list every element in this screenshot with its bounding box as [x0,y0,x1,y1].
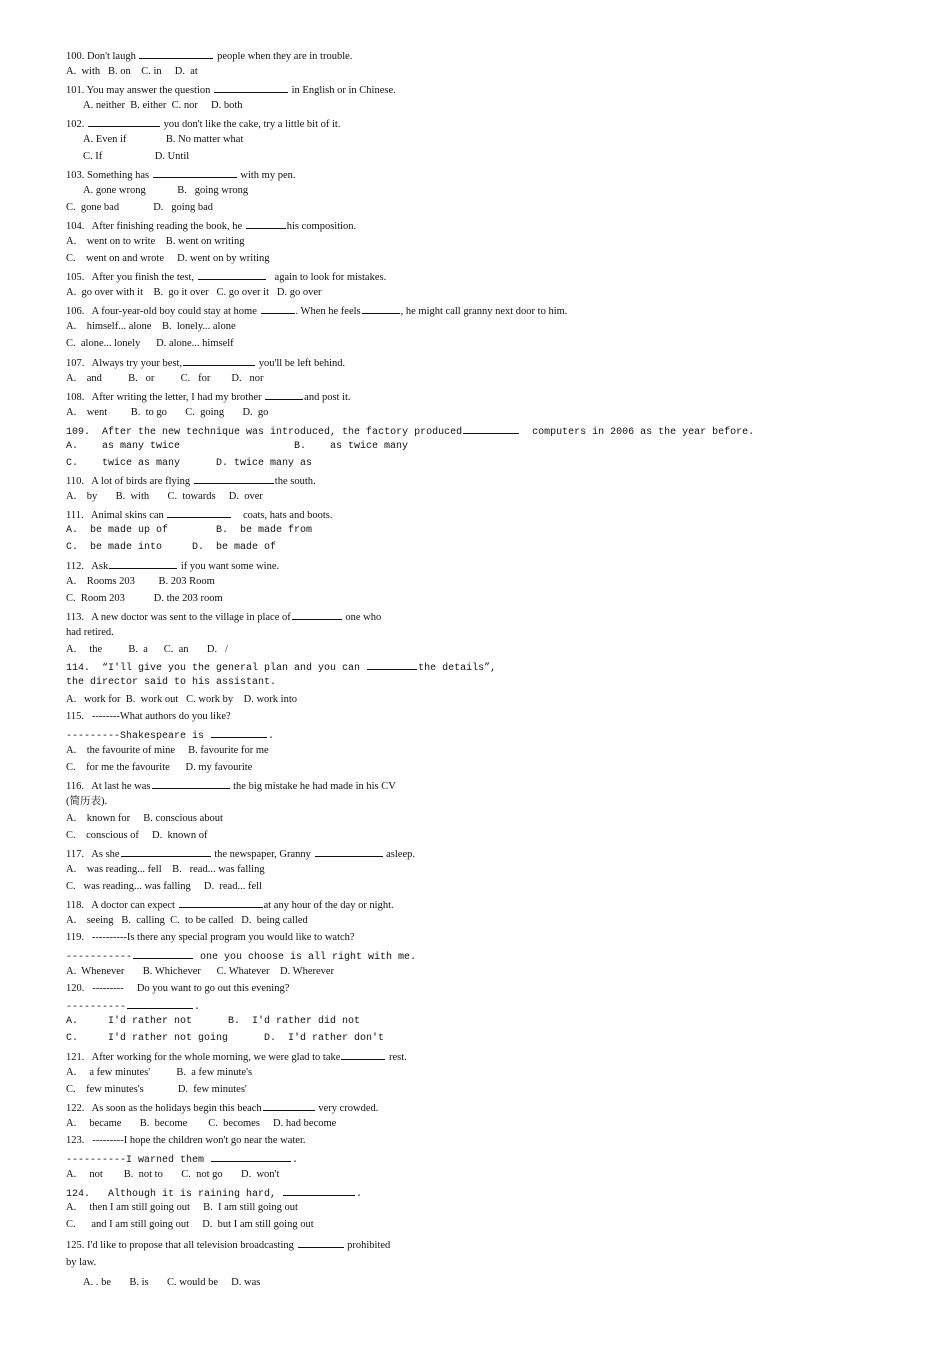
answer-blank[interactable] [261,303,295,314]
question-117-options-1: A. was reading... fell B. read... was falling [66,864,265,875]
question-116-options-2: C. conscious of D. known of [66,830,208,841]
answer-blank[interactable] [179,897,263,908]
question-115-options-1: A. the favourite of mine B. favourite for me [66,745,269,756]
answer-blank[interactable] [194,473,274,484]
answer-blank[interactable] [315,846,383,857]
question-102-stem: 102. you don't like the cake, try a little bit of it. [66,116,340,132]
question-123-stem: 123. ---------I hope the children won't go near the water. [66,1135,306,1146]
answer-blank[interactable] [246,218,286,229]
question-109-options-1: A. as many twice B. as twice many [66,441,409,452]
question-106-stem: 106. A four-year-old boy could stay at home . When he feels , he might call granny next door to him. [66,303,567,319]
question-122-stem: 122. As soon as the holidays begin this beach very crowded. [66,1100,378,1116]
question-101-options: A. neither B. either C. nor D. both [83,100,243,111]
question-116-stem-cont: (简历表). [66,796,108,807]
answer-blank[interactable] [121,846,211,857]
question-121-stem: 121. After working for the whole morning, we were glad to take rest. [66,1049,407,1065]
question-106-options-1: A. himself... alone B. lonely... alone [66,321,236,332]
question-123-answer-line: ----------I warned them . [66,1151,298,1168]
question-111-stem: 111. Animal skins can coats, hats and boots. [66,507,332,523]
question-119-stem: 119. ----------Is there any special program you would like to watch? [66,932,355,943]
question-124-stem: 124. Although it is raining hard, . [66,1185,362,1202]
question-116-options-1: A. known for B. conscious about [66,813,223,824]
question-110-options: A. by B. with C. towards D. over [66,491,263,502]
answer-blank[interactable] [109,558,177,569]
answer-blank[interactable] [211,1151,291,1162]
answer-blank[interactable] [263,1100,315,1111]
answer-blank[interactable] [265,389,303,400]
question-116-stem: 116. At last he was the big mistake he had made in his CV [66,778,396,794]
question-106-options-2: C. alone... lonely D. alone... himself [66,338,234,349]
answer-blank[interactable] [367,659,417,670]
answer-blank[interactable] [133,948,193,959]
answer-blank[interactable] [283,1185,355,1196]
question-117-options-2: C. was reading... was falling D. read... fell [66,881,262,892]
question-112-options-1: A. Rooms 203 B. 203 Room [66,576,215,587]
question-120-options-1: A. I'd rather not B. I'd rather did not [66,1016,361,1027]
question-124-options-1: A. then I am still going out B. I am still going out [66,1202,298,1213]
question-117-stem: 117. As she the newspaper, Granny asleep. [66,846,415,862]
question-100-stem: 100. Don't laugh people when they are in trouble. [66,48,352,64]
question-118-stem: 118. A doctor can expect at any hour of the day or night. [66,897,394,913]
answer-blank[interactable] [298,1237,344,1248]
question-100-options: A. with B. on C. in D. at [66,66,198,77]
answer-blank[interactable] [292,609,342,620]
question-120-answer-line: ---------- . [66,998,200,1015]
question-111-options-2: C. be made into D. be made of [66,542,277,553]
answer-blank[interactable] [183,355,255,366]
question-118-options: A. seeing B. calling C. to be called D. being called [66,915,308,926]
answer-blank[interactable] [152,778,230,789]
question-103-options-1: A. gone wrong B. going wrong [83,185,249,196]
question-104-stem: 104. After finishing reading the book, he his composition. [66,218,356,234]
question-124-options-2: C. and I am still going out D. but I am still going out [66,1219,314,1230]
question-104-options-1: A. went on to write B. went on writing [66,236,245,247]
question-121-options-1: A. a few minutes' B. a few minute's [66,1067,253,1078]
question-109-options-2: C. twice as many D. twice many as [66,458,313,469]
answer-blank[interactable] [463,423,519,434]
question-112-stem: 112. Ask if you want some wine. [66,558,279,574]
question-113-options: A. the B. a C. an D. / [66,644,228,655]
question-123-options: A. not B. not to C. not go D. won't [66,1169,280,1180]
answer-blank[interactable] [341,1049,385,1060]
answer-blank[interactable] [167,507,231,518]
question-105-options: A. go over with it B. go it over C. go over it D. go over [66,287,322,298]
question-120-stem: 120. --------- Do you want to go out this evening? [66,983,290,994]
question-119-answer-line: ----------- one you choose is all right with me. [66,948,416,965]
question-104-options-2: C. went on and wrote D. went on by writing [66,253,270,264]
question-105-stem: 105. After you finish the test, again to look for mistakes. [66,269,386,285]
question-125-stem-cont: by law. [66,1257,97,1268]
question-115-stem: 115. --------What authors do you like? [66,711,231,722]
question-102-options-2: C. If D. Until [83,151,190,162]
question-110-stem: 110. A lot of birds are flying the south. [66,473,316,489]
question-114-stem-cont: the director said to his assistant. [66,677,277,688]
question-109-stem: 109. After the new technique was introduced, the factory produced computers in 2006 as the year before. [66,423,754,440]
question-114-stem: 114. “I'll give you the general plan and you can the details”, [66,659,496,676]
answer-blank[interactable] [139,48,213,59]
answer-blank[interactable] [153,167,237,178]
answer-blank[interactable] [198,269,266,280]
question-121-options-2: C. few minutes's D. few minutes' [66,1084,247,1095]
question-119-options: A. Whenever B. Whichever C. Whatever D. Wherever [66,966,335,977]
question-114-options: A. work for B. work out C. work by D. work into [66,694,297,705]
answer-blank[interactable] [362,303,400,314]
answer-blank[interactable] [214,82,288,93]
question-108-stem: 108. After writing the letter, I had my brother and post it. [66,389,351,405]
question-101-stem: 101. You may answer the question in English or in Chinese. [66,82,396,98]
question-102-options-1: A. Even if B. No matter what [83,134,244,145]
question-107-options: A. and B. or C. for D. nor [66,373,264,384]
question-125-options: A. . be B. is C. would be D. was [83,1277,261,1288]
question-107-stem: 107. Always try your best, you'll be left behind. [66,355,345,371]
answer-blank[interactable] [88,116,160,127]
question-112-options-2: C. Room 203 D. the 203 room [66,593,223,604]
question-108-options: A. went B. to go C. going D. go [66,407,269,418]
question-125-stem: 125. I'd like to propose that all television broadcasting prohibited [66,1237,390,1253]
answer-blank[interactable] [127,998,193,1009]
question-120-options-2: C. I'd rather not going D. I'd rather don't [66,1033,385,1044]
question-103-options-2: C. gone bad D. going bad [66,202,213,213]
question-103-stem: 103. Something has with my pen. [66,167,296,183]
question-113-stem-cont: had retired. [66,627,114,638]
answer-blank[interactable] [211,727,267,738]
question-115-answer-line: ---------Shakespeare is . [66,727,274,744]
question-111-options-1: A. be made up of B. be made from [66,525,313,536]
question-113-stem: 113. A new doctor was sent to the village in place of one who [66,609,381,625]
question-115-options-2: C. for me the favourite D. my favourite [66,762,253,773]
question-122-options: A. became B. become C. becomes D. had become [66,1118,337,1129]
